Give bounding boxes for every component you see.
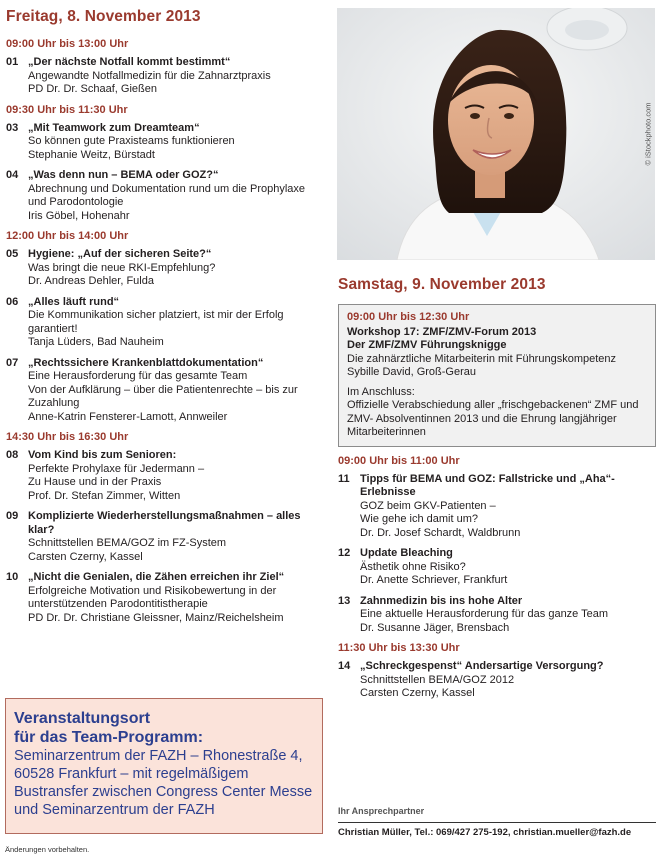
session-number: 04 xyxy=(6,169,19,181)
portrait-photo xyxy=(337,8,655,260)
session-detail: PD Dr. Dr. Christiane Gleissner, Mainz/Reichelsheim xyxy=(28,611,284,624)
workshop-speaker: Sybille David, Groß-Gerau xyxy=(347,366,476,378)
saturday-title: Samstag, 9. November 2013 xyxy=(338,276,546,293)
session-title: „Rechtssichere Krankenblattdokumentation“ xyxy=(28,356,264,369)
session-detail: Erfolgreiche Motivation und Risikobewertung in der unterstützenden Parodontitistherapie xyxy=(28,584,277,610)
workshop-box xyxy=(338,304,656,447)
session-detail: Schnittstellen BEMA/GOZ im FZ-System xyxy=(28,537,227,549)
session-item xyxy=(6,571,324,625)
session-detail: Schnittstellen BEMA/GOZ 2012 xyxy=(360,673,515,686)
session-title: Zahnmedizin bis ins hohe Alter xyxy=(360,594,523,607)
session-detail: Von der Aufklärung – über die Patientenrechte – bis zur Zuzahlung xyxy=(28,383,298,409)
saturday-schedule xyxy=(338,455,656,701)
workshop-followup-text: Offizielle Verabschiedung aller „frischgebackenen“ ZMF und ZMV- Absolventinnen 2013 und die Ehrung langjähriger Mitarbeiterinnen xyxy=(347,399,639,438)
session-body xyxy=(28,510,324,564)
session-body xyxy=(28,357,324,425)
session-detail: PD Dr. Dr. Schaaf, Gießen xyxy=(28,83,157,95)
session-number: 07 xyxy=(6,356,19,369)
session-title: „Mit Teamwork zum Dreamteam“ xyxy=(28,121,200,134)
time-slot: 12:00 Uhr bis 14:00 Uhr xyxy=(6,230,129,242)
time-slot: 11:30 Uhr bis 13:30 Uhr xyxy=(338,642,460,654)
session-body xyxy=(28,122,324,163)
photo-credit-text: © iStockphoto.com xyxy=(643,102,653,166)
workshop-time: 09:00 Uhr bis 12:30 Uhr xyxy=(347,311,470,323)
session-title: „Alles läuft rund“ xyxy=(28,295,120,308)
session-detail: Iris Göbel, Hohenahr xyxy=(28,209,130,222)
session-title: Update Bleaching xyxy=(360,547,453,559)
friday-column xyxy=(6,8,324,632)
session-detail: Angewandte Notfallmedizin für die Zahnarztpraxis xyxy=(28,69,271,82)
session-detail: Wie gehe ich damit um? xyxy=(360,513,478,525)
session-number: 09 xyxy=(6,510,19,522)
session-detail: Was bringt die neue RKI-Empfehlung? xyxy=(28,261,216,274)
friday-title: Freitag, 8. November 2013 xyxy=(6,8,201,25)
session-detail: Perfekte Prohylaxe für Jedermann – xyxy=(28,462,205,475)
session-detail: Dr. Anette Schriever, Frankfurt xyxy=(360,574,508,586)
workshop-title-2: Der ZMF/ZMV Führungsknigge xyxy=(347,339,507,351)
contact-heading: Ihr Ansprechpartner xyxy=(338,806,425,816)
session-number: 10 xyxy=(6,571,19,583)
session-number: 13 xyxy=(338,594,351,607)
session-title: Komplizierte Wiederherstellungsmaßnahmen – alles klar? xyxy=(28,510,301,536)
session-detail: So können gute Praxisteams funktionieren xyxy=(28,135,235,147)
session-item xyxy=(6,248,324,289)
session-number: 14 xyxy=(338,660,351,672)
session-detail: Prof. Dr. Stefan Zimmer, Witten xyxy=(28,489,181,502)
workshop-line-1: Die zahnärztliche Mitarbeiterin mit Führungskompetenz xyxy=(347,352,617,365)
session-title: „Schreckgespenst“ Andersartige Versorgung? xyxy=(360,660,604,672)
session-number: 11 xyxy=(338,472,350,485)
session-title: „Was denn nun – BEMA oder GOZ?“ xyxy=(28,169,219,181)
session-title: Vom Kind bis zum Senioren: xyxy=(28,449,177,461)
time-slot: 14:30 Uhr bis 16:30 Uhr xyxy=(6,431,129,443)
session-body xyxy=(360,660,656,701)
session-number: 06 xyxy=(6,295,19,308)
session-item xyxy=(338,547,656,588)
session-detail: Tanja Lüders, Bad Nauheim xyxy=(28,336,164,348)
session-body xyxy=(360,595,656,636)
photo-credit xyxy=(642,8,654,260)
session-title: „Der nächste Notfall kommt bestimmt“ xyxy=(28,56,231,68)
workshop-followup-heading: Im Anschluss: xyxy=(347,385,415,398)
saturday-column xyxy=(338,276,656,708)
session-detail: Carsten Czerny, Kassel xyxy=(28,550,143,563)
session-detail: Die Kommunikation sicher platziert, ist mir der Erfolg garantiert! xyxy=(28,309,284,335)
disclaimer: Änderungen vorbehalten. xyxy=(5,845,90,854)
session-item xyxy=(6,510,324,564)
session-number: 01 xyxy=(6,56,19,68)
session-body xyxy=(28,449,324,503)
session-detail: Dr. Andreas Dehler, Fulda xyxy=(28,275,154,287)
session-body xyxy=(28,169,324,223)
time-slot: 09:00 Uhr bis 11:00 Uhr xyxy=(338,454,460,467)
session-title: „Nicht die Genialen, die Zähen erreichen ihr Ziel“ xyxy=(28,571,285,583)
session-title: Tipps für BEMA und GOZ: Fallstricke und „Aha“-Erlebnisse xyxy=(360,472,615,498)
session-body xyxy=(28,248,324,289)
session-number: 03 xyxy=(6,121,19,134)
session-body xyxy=(28,571,324,625)
venue-title-1: Veranstaltungsort xyxy=(14,710,151,727)
session-body xyxy=(360,473,656,541)
session-title: Hygiene: „Auf der sicheren Seite?“ xyxy=(28,248,212,260)
session-item xyxy=(338,473,656,541)
session-detail: Stephanie Weitz, Bürstadt xyxy=(28,148,155,161)
session-detail: Ästhetik ohne Risiko? xyxy=(360,560,466,573)
session-detail: Eine Herausforderung für das gesamte Team xyxy=(28,370,248,382)
session-detail: Dr. Susanne Jäger, Brensbach xyxy=(360,621,510,634)
session-body xyxy=(28,56,324,97)
venue-box xyxy=(5,698,323,834)
session-detail: GOZ beim GKV-Patienten – xyxy=(360,499,496,512)
session-body xyxy=(28,296,324,350)
woman-portrait-image xyxy=(337,8,655,260)
session-number: 08 xyxy=(6,449,19,461)
session-detail: Anne-Katrin Fensterer-Lamott, Annweiler xyxy=(28,410,228,423)
session-body xyxy=(360,547,656,588)
session-detail: Zu Hause und in der Praxis xyxy=(28,476,162,488)
session-number: 05 xyxy=(6,248,19,260)
session-item xyxy=(338,595,656,636)
session-item xyxy=(6,122,324,163)
session-number: 12 xyxy=(338,547,351,559)
venue-address: Seminarzentrum der FAZH – Rhonestraße 4, 60528 Frankfurt – mit regelmäßigem Bustransfer zwischen Congress Center Messe und Seminarzentrum der FAZH xyxy=(14,748,313,818)
time-slot: 09:30 Uhr bis 11:30 Uhr xyxy=(6,103,128,116)
contact-block xyxy=(338,806,656,838)
session-item xyxy=(6,449,324,503)
session-item xyxy=(6,357,324,425)
time-slot: 09:00 Uhr bis 13:00 Uhr xyxy=(6,38,129,50)
session-detail: Eine aktuelle Herausforderung für das ganze Team xyxy=(360,608,609,620)
session-item xyxy=(6,169,324,223)
friday-schedule xyxy=(6,38,324,625)
venue-title-2: für das Team-Programm: xyxy=(14,729,204,746)
session-detail: Abrechnung und Dokumentation rund um die Prophylaxe und Parodontologie xyxy=(28,182,306,208)
workshop-title-1: Workshop 17: ZMF/ZMV-Forum 2013 xyxy=(347,325,537,338)
session-item xyxy=(6,56,324,97)
session-item xyxy=(338,660,656,701)
contact-line: Christian Müller, Tel.: 069/427 275-192, christian.mueller@fazh.de xyxy=(338,822,656,838)
session-item xyxy=(6,296,324,350)
session-detail: Carsten Czerny, Kassel xyxy=(360,687,475,699)
session-detail: Dr. Dr. Josef Schardt, Waldbrunn xyxy=(360,526,521,539)
